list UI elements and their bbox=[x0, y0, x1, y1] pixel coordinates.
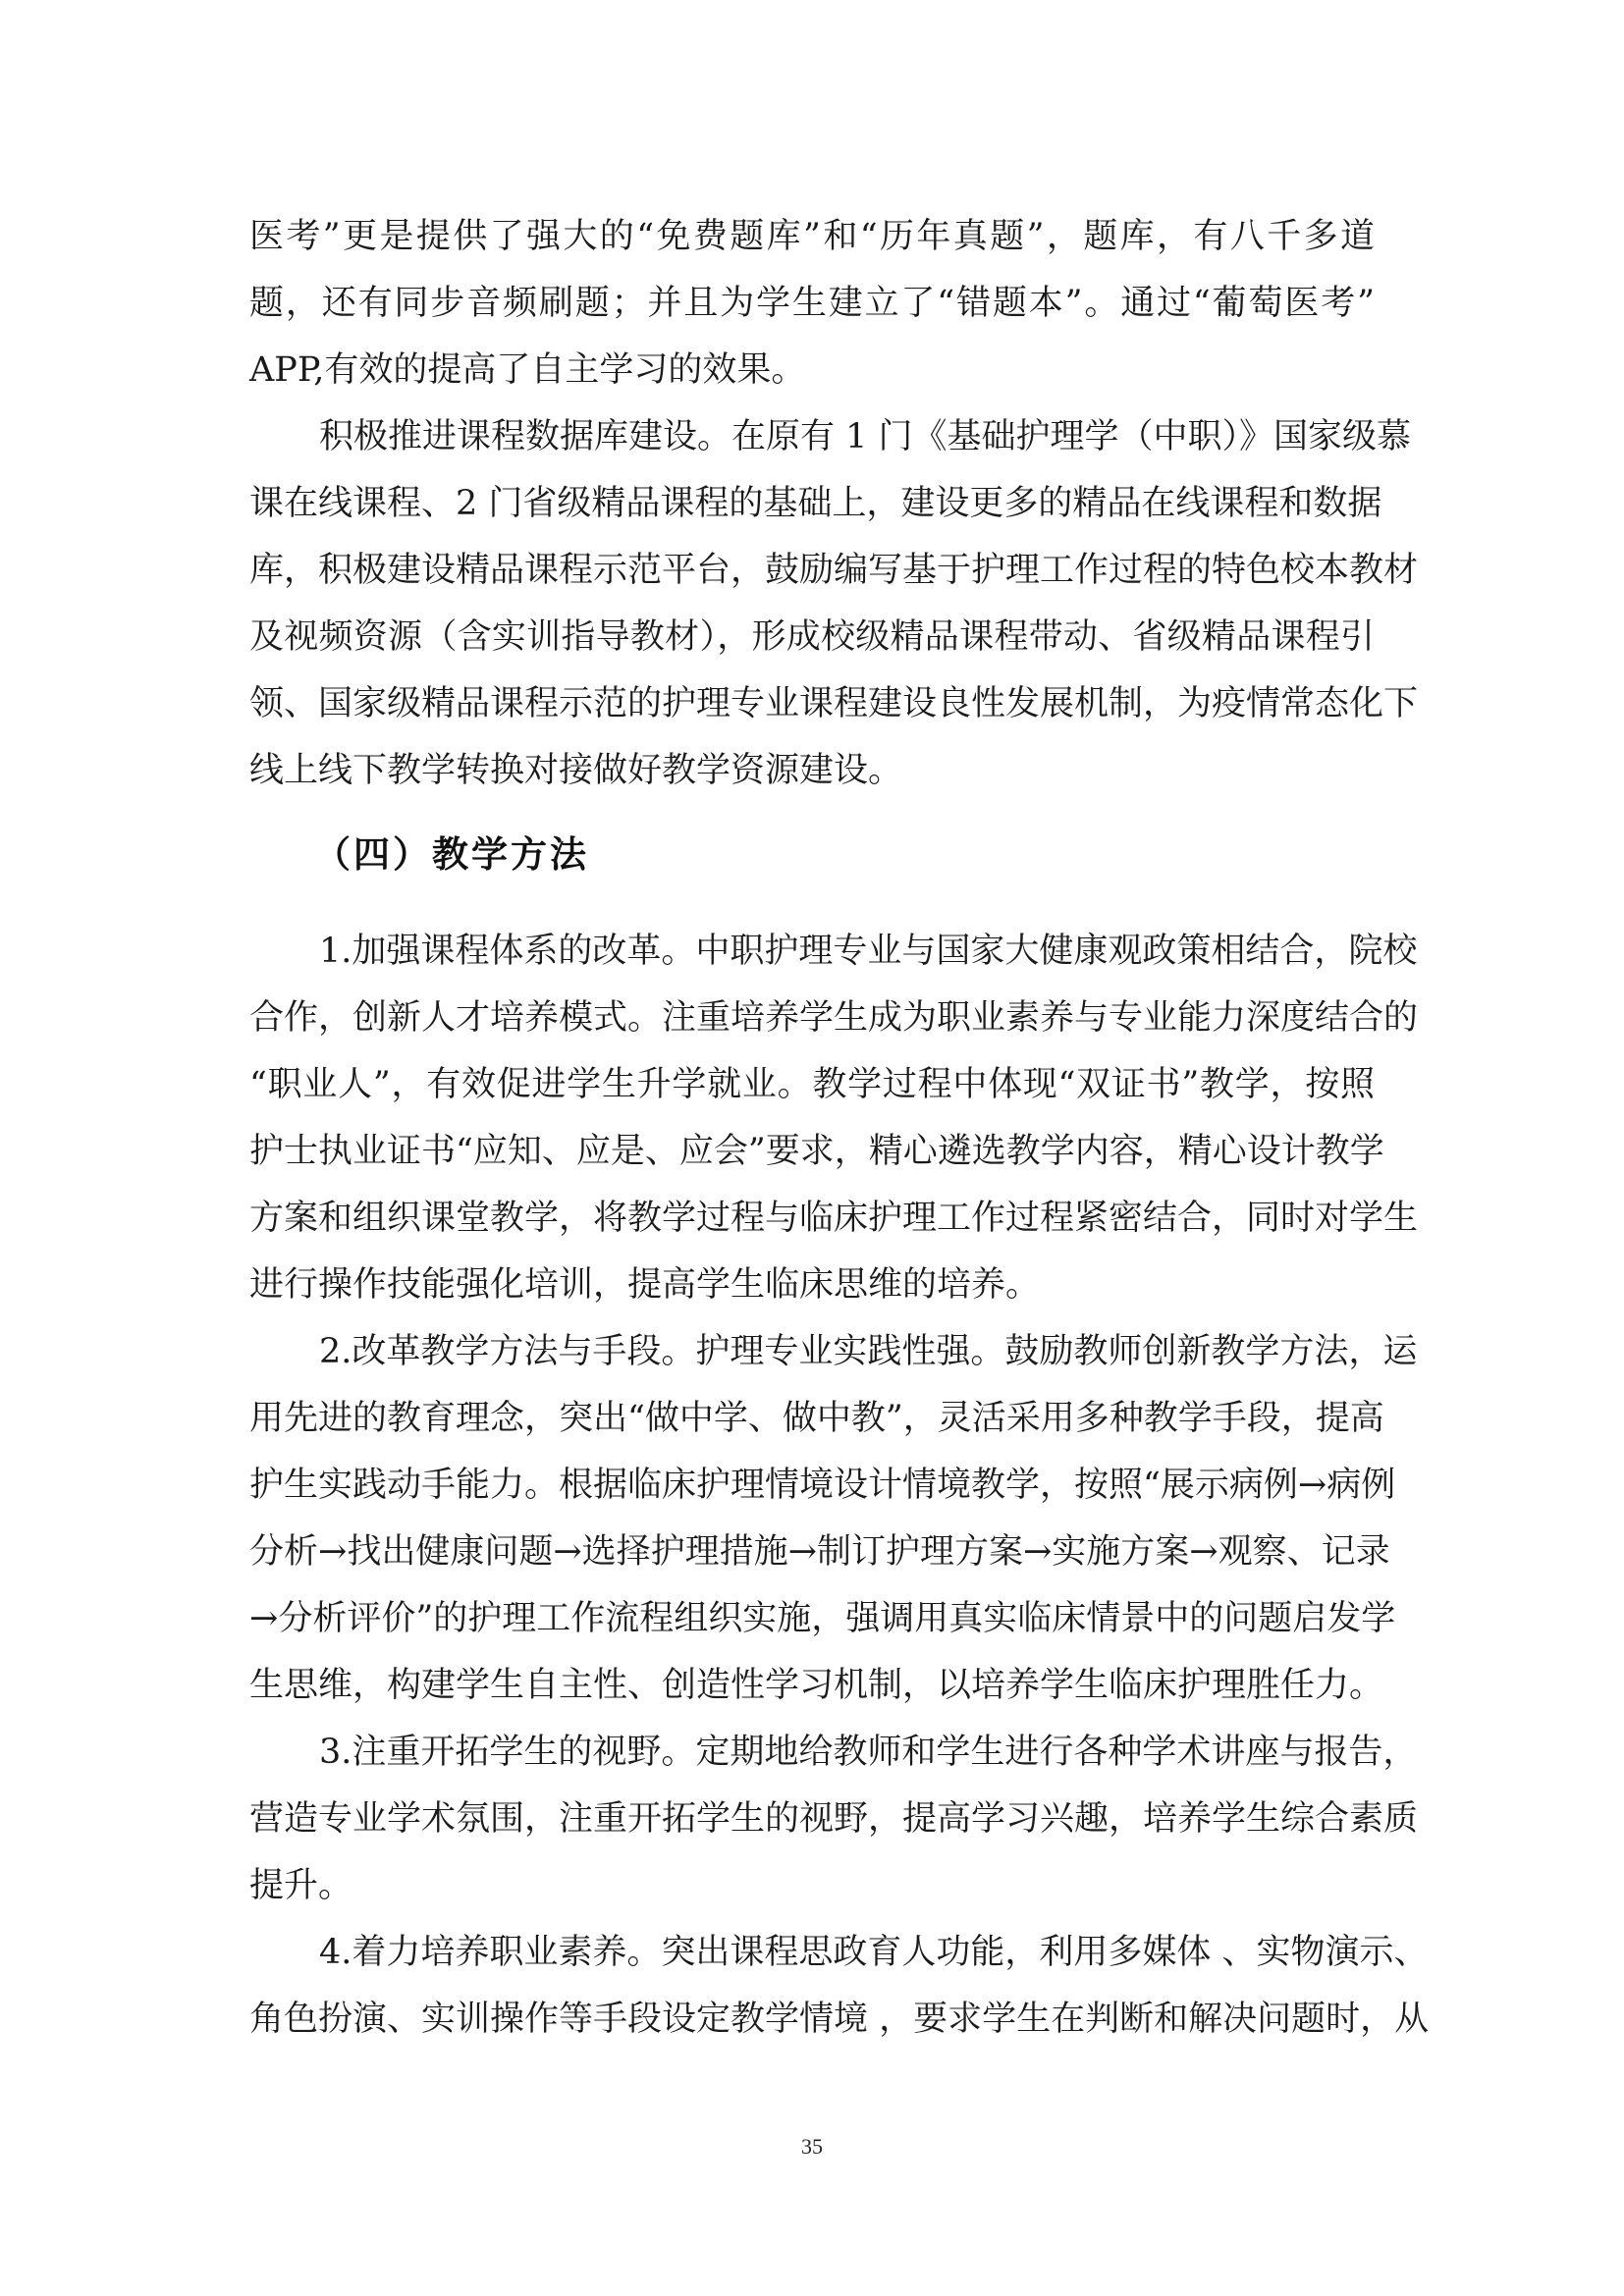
paragraph-line: 积极推进课程数据库建设。在原有 1 门《基础护理学（中职）》国家级慕 bbox=[319, 417, 1412, 456]
paragraph-line: 营造专业学术氛围，注重开拓学生的视野，提高学习兴趣，培养学生综合素质 bbox=[249, 1799, 1419, 1839]
paragraph-line: 方案和组织课堂教学，将教学过程与临床护理工作过程紧密结合，同时对学生 bbox=[249, 1199, 1419, 1238]
paragraph-line: 领、国家级精品课程示范的护理专业课程建设良性发展机制，为疫情常态化下 bbox=[249, 684, 1419, 723]
paragraph-line: →分析评价”的护理工作流程组织实施，强调用真实临床情景中的问题启发学 bbox=[249, 1599, 1396, 1638]
paragraph-line: 医考”更是提供了强大的“免费题库”和“历年真题”，题库，有八千多道 bbox=[249, 217, 1375, 256]
paragraph-line: 线上线下教学转换对接做好教学资源建设。 bbox=[249, 751, 903, 790]
paragraph-line: 4.着力培养职业素养。突出课程思政育人功能，利用多媒体 、实物演示、 bbox=[319, 1933, 1429, 1972]
paragraph-line: 生思维，构建学生自主性、创造性学习机制，以培养学生临床护理胜任力。 bbox=[249, 1666, 1384, 1705]
paragraph-line: 题，还有同步音频刷题；并且为学生建立了“错题本”。通过“葡萄医考” bbox=[249, 284, 1375, 323]
paragraph-line: 合作，创新人才培养模式。注重培养学生成为职业素养与专业能力深度结合的 bbox=[249, 998, 1419, 1038]
paragraph-line: 课在线课程、2 门省级精品课程的基础上，建设更多的精品在线课程和数据 bbox=[249, 484, 1382, 523]
paragraph-line: 用先进的教育理念，突出“做中学、做中教”，灵活采用多种教学手段，提高 bbox=[249, 1399, 1384, 1438]
paragraph-line: 进行操作技能强化培训，提高学生临床思维的培养。 bbox=[249, 1265, 1041, 1305]
paragraph-line: APP,有效的提高了自主学习的效果。 bbox=[249, 350, 806, 390]
page-number: 35 bbox=[801, 2134, 823, 2159]
paragraph-line: 护士执业证书“应知、应是、应会”要求，精心遴选教学内容，精心设计教学 bbox=[249, 1132, 1384, 1171]
paragraph-line: 2.改革教学方法与手段。护理专业实践性强。鼓励教师创新教学方法，运 bbox=[319, 1332, 1418, 1371]
paragraph-line: 角色扮演、实训操作等手段设定教学情境 ，要求学生在判断和解决问题时，从 bbox=[249, 2000, 1430, 2039]
paragraph-line: “职业人”，有效促进学生升学就业。教学过程中体现“双证书”教学，按照 bbox=[249, 1065, 1375, 1104]
paragraph-line: 提升。 bbox=[249, 1866, 353, 1905]
section-heading: （四）教学方法 bbox=[314, 833, 589, 876]
paragraph-line: 及视频资源（含实训指导教材），形成校级精品课程带动、省级精品课程引 bbox=[249, 617, 1375, 657]
paragraph-line: 护生实践动手能力。根据临床护理情境设计情境教学，按照“展示病例→病例 bbox=[249, 1466, 1396, 1505]
paragraph-line: 分析→找出健康问题→选择护理措施→制订护理方案→实施方案→观察、记录 bbox=[249, 1532, 1390, 1572]
paragraph-line: 1.加强课程体系的改革。中职护理专业与国家大健康观政策相结合，院校 bbox=[319, 932, 1418, 971]
paragraph-line: 3.注重开拓学生的视野。定期地给教师和学生进行各种学术讲座与报告， bbox=[319, 1733, 1418, 1772]
paragraph-line: 库，积极建设精品课程示范平台，鼓励编写基于护理工作过程的特色校本教材 bbox=[249, 551, 1419, 590]
